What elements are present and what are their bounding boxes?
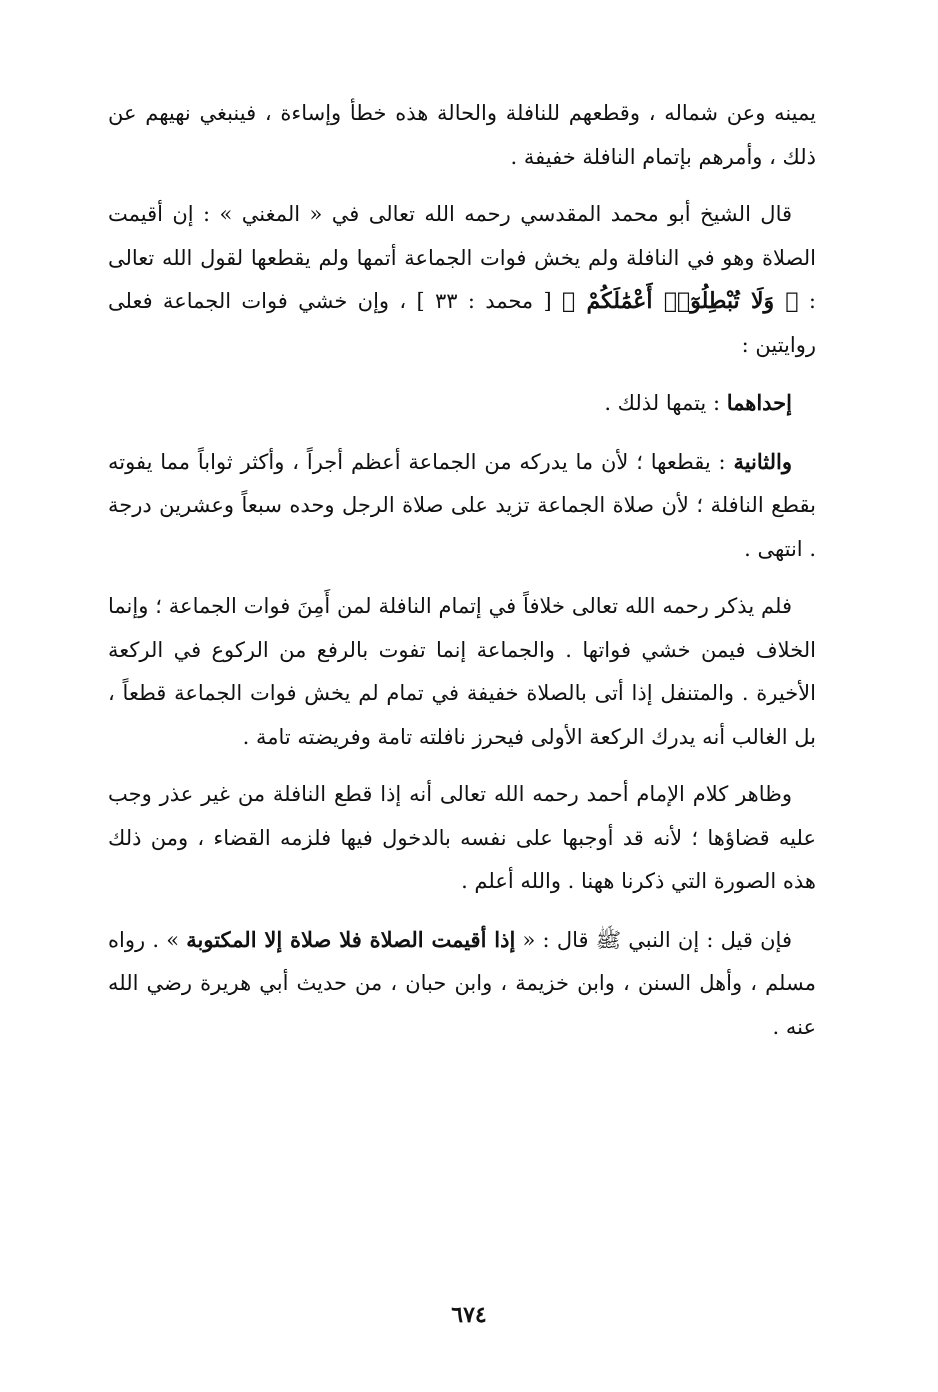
hadith-quote: إذا أقيمت الصلاة فلا صلاة إلا المكتوبة	[186, 926, 516, 952]
paragraph-2-text-a: قال الشيخ أبو محمد المقدسي رحمه الله تعالى في « المغني » : إن أقيمت الصلاة وهو في النافلة ولم يخش فوات الجماعة أتمها ولم يقطعها لقول الله تعالى :	[108, 202, 817, 313]
paragraph-3	[108, 381, 816, 426]
second-narration-label: والثانية	[733, 448, 792, 474]
paragraph-1-text: يمينه وعن شماله ، وقطعهم للنافلة والحالة هذه خطأ وإساءة ، فينبغي نهيهم عن ذلك ، وأمرهم بإتمام النافلة خفيفة .	[108, 101, 816, 169]
page-number: ٦٧٤	[451, 1302, 487, 1328]
first-narration-label: إحداهما	[726, 390, 792, 415]
paragraph-2-text-b: [ محمد : ٣٣ ] ، وإن خشي فوات الجماعة فعلى روايتين :	[108, 289, 816, 357]
paragraph-6	[108, 773, 816, 904]
paragraph-7	[108, 918, 816, 1050]
page-body	[108, 92, 816, 1063]
paragraph-7-text-a: فإن قيل : إن النبي ﷺ قال : «	[515, 927, 792, 952]
paragraph-2	[108, 193, 816, 367]
paragraph-5	[108, 585, 816, 759]
second-narration-text: : يقطعها ؛ لأن ما يدركه من الجماعة أعظم أجراً ، وأكثر ثواباً مما يفوته بقطع النافلة ؛ لأن صلاة الجماعة تزيد على صلاة الرجل وحده سبعاً وعشرين درجة . انتهى .	[108, 449, 816, 561]
paragraph-4	[108, 440, 816, 572]
paragraph-1	[108, 92, 816, 179]
quran-verse: ﴿ وَلَا تُبْطِلُوٓا۟ أَعْمَٰلَكُمْ ﴾	[562, 288, 799, 314]
paragraph-6-text: وظاهر كلام الإمام أحمد رحمه الله تعالى أنه إذا قطع النافلة من غير عذر وجب عليه قضاؤها ؛ لأنه قد أوجبها على نفسه بالدخول فيها فلزمه القضاء ، ومن ذلك هذه الصورة التي ذكرنا ههنا . والله أعلم .	[108, 782, 816, 893]
paragraph-5-text: فلم يذكر رحمه الله تعالى خلافاً في إتمام النافلة لمن أَمِنَ فوات الجماعة ؛ وإنما الخلاف فيمن خشي فواتها . والجماعة إنما تفوت بالرفع من الركوع في الركعة الأخيرة . والمتنفل إذا أتى بالصلاة خفيفة في تمام لم يخش فوات الجماعة قطعاً ، بل الغالب أنه يدرك الركعة الأولى فيحرز نافلته تامة وفريضته تامة .	[108, 594, 816, 749]
paragraph-7-text-b: » . رواه مسلم ، وأهل السنن ، وابن خزيمة ، وابن حبان ، من حديث أبي هريرة رضي الله عنه .	[108, 927, 816, 1039]
first-narration-text: : يتمها لذلك .	[604, 391, 727, 415]
